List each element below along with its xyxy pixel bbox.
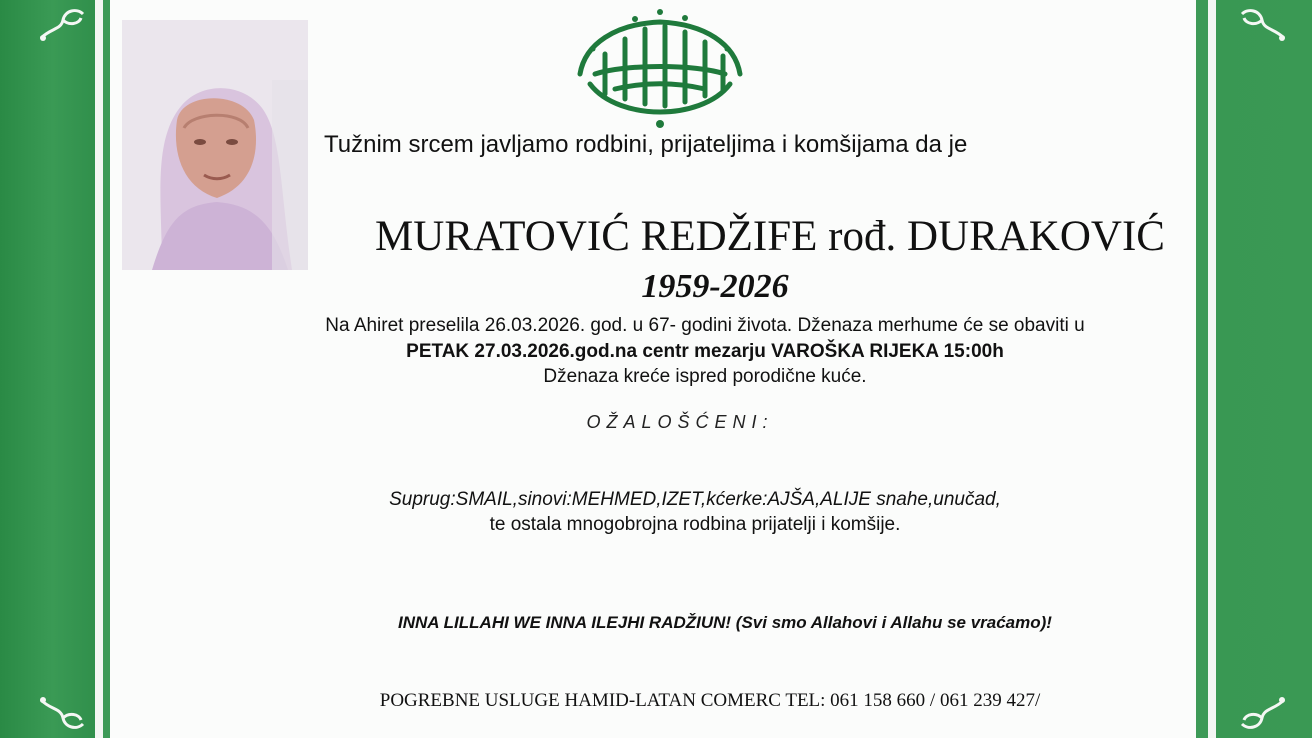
funeral-date-line: PETAK 27.03.2026.god.na centr mezarju VAROŠKA RIJEKA 15:00h <box>406 341 1004 362</box>
scroll-ornament-icon <box>1232 688 1292 738</box>
scroll-ornament-icon <box>33 688 93 738</box>
deceased-name: MURATOVIĆ REDŽIFE rođ. DURAKOVIĆ <box>375 213 1165 260</box>
departure-line: Dženaza kreće ispred porodične kuće. <box>543 366 867 387</box>
death-date-line: Na Ahiret preselila 26.03.2026. god. u 67- godini života. Dženaza merhume će se obaviti u <box>325 315 1085 336</box>
mourners-heading: OŽALOŠĆENI: <box>586 412 774 432</box>
family-line-2: te ostala mnogobrojna rodbina prijatelji i komšije. <box>489 514 901 535</box>
portrait-photo <box>122 20 308 270</box>
life-years: 1959-2026 <box>641 268 789 305</box>
family-line-1: Suprug:SMAIL,sinovi:MEHMED,IZET,kćerke:AJŠA,ALIJE snahe,unučad, <box>389 489 1001 510</box>
scroll-ornament-icon <box>33 0 93 50</box>
intro-text: Tužnim srcem javljamo rodbini, prijateljima i komšijama da je <box>324 131 968 158</box>
funeral-service-contact: POGREBNE USLUGE HAMID-LATAN COMERC TEL: 061 158 660 / 061 239 427/ <box>379 690 1041 711</box>
scroll-ornament-icon <box>1232 0 1292 50</box>
paper-edge-left <box>103 0 110 738</box>
prayer-text: INNA LILLAHI WE INNA ILEJHI RADŽIUN! (Svi smo Allahovi i Allahu se vraćamo)! <box>398 613 1052 632</box>
frame-line-left <box>95 0 103 738</box>
arabic-calligraphy-icon <box>565 4 755 130</box>
